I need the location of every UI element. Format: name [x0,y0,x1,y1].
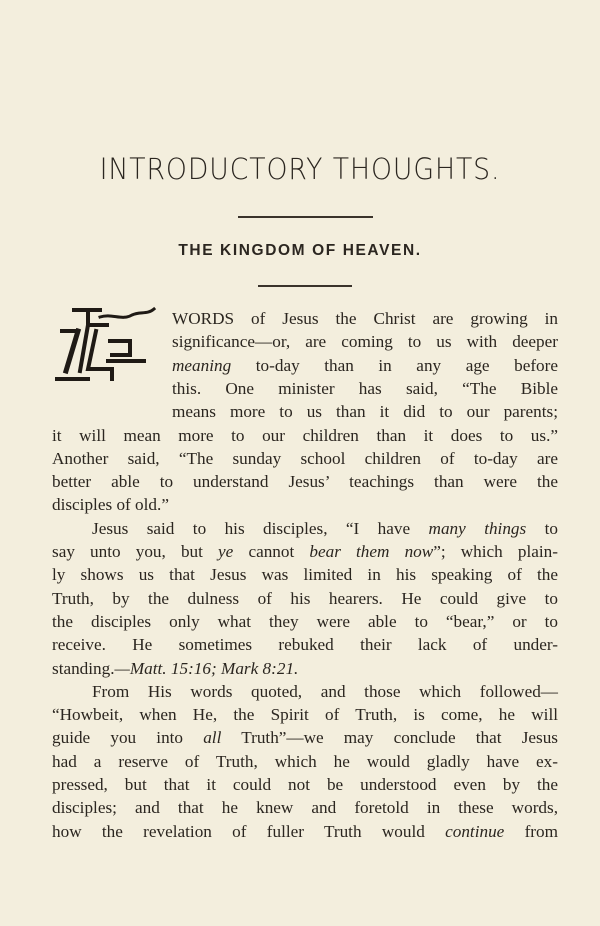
text-span: “Howbeit, when He, the Spirit of Truth, is come, he will [52,705,558,725]
text-span: significance—or, are coming to us with deeper [172,332,558,352]
text-span: to-day than in any age before [231,355,558,375]
text-line [52,703,558,726]
text-span: Truth, by the dulness of his hearers. He could give to [52,588,558,608]
text-span: better able to understand Jesus’ teachings than were the [52,472,558,492]
text-line [172,377,558,400]
italic-text: all [203,728,222,748]
text-line [172,330,558,353]
text-line [172,354,558,377]
text-line [52,750,558,773]
text-line [52,563,558,586]
drop-cap-the-ornament [52,303,162,385]
text-span: disciples of old.” [52,495,169,515]
text-span: the disciples only what they were able to “bear,” or to [52,611,558,631]
text-span: WORDS of Jesus the Christ are growing in [172,309,558,328]
heading-divider [258,285,352,287]
text-line [52,680,558,703]
italic-text: continue [445,821,505,841]
text-span: means more to us than it did to our parents; [172,402,558,422]
section-heading: THE KINGDOM OF HEAVEN. [178,242,422,259]
text-line [52,587,558,610]
text-line [52,726,558,749]
text-span: pressed, but that it could not be understood even by the [52,775,558,794]
italic-text: meaning [172,355,232,375]
text-span: say unto you, but [52,542,219,561]
text-span: from [504,821,558,841]
text-span: had a reserve of Truth, which he would gladly have ex- [52,751,558,771]
text-line [52,493,558,516]
italic-text: —Matt. 15:16; Mark 8:21. [114,658,299,678]
text-span: Jesus said to his disciples, “I have [92,518,429,538]
text-span: cannot [233,542,310,561]
text-span: it will mean more to our children than it does to us.” [52,425,558,445]
text-line [52,657,558,680]
italic-text: ye [218,542,234,561]
text-span: Another said, “The sunday school children of to-day are [52,448,558,468]
page-title: INTRODUCTORY THOUGHTS. [99,152,501,186]
italic-text: bear them now [309,542,434,561]
text-line [52,773,558,796]
italic-text: many things [428,518,527,538]
text-line [172,400,558,423]
text-line [52,540,558,563]
text-span: receive. He sometimes rebuked their lack of under- [52,635,558,655]
text-span: From His words quoted, and those which followed— [92,681,558,701]
text-line [52,470,558,493]
text-line [172,307,558,330]
text-span: guide you into [52,728,204,748]
text-line [52,447,558,470]
text-line [52,633,558,656]
text-span: ly shows us that Jesus was limited in his speaking of the [52,565,558,585]
text-span: how the revelation of fuller Truth would [52,821,446,841]
text-span: Truth”—we may conclude that Jesus [221,728,558,748]
title-divider [238,216,373,218]
text-span: ”; which plain- [433,542,558,561]
text-line [52,424,558,447]
text-span: to [526,518,559,538]
text-span: standing. [52,658,115,678]
text-span: disciples; and that he knew and foretold in these words, [52,798,558,818]
text-span: this. One minister has said, “The Bible [172,378,558,398]
text-line [52,610,558,633]
text-line [52,517,558,540]
text-line [52,820,558,843]
text-line [52,796,558,819]
